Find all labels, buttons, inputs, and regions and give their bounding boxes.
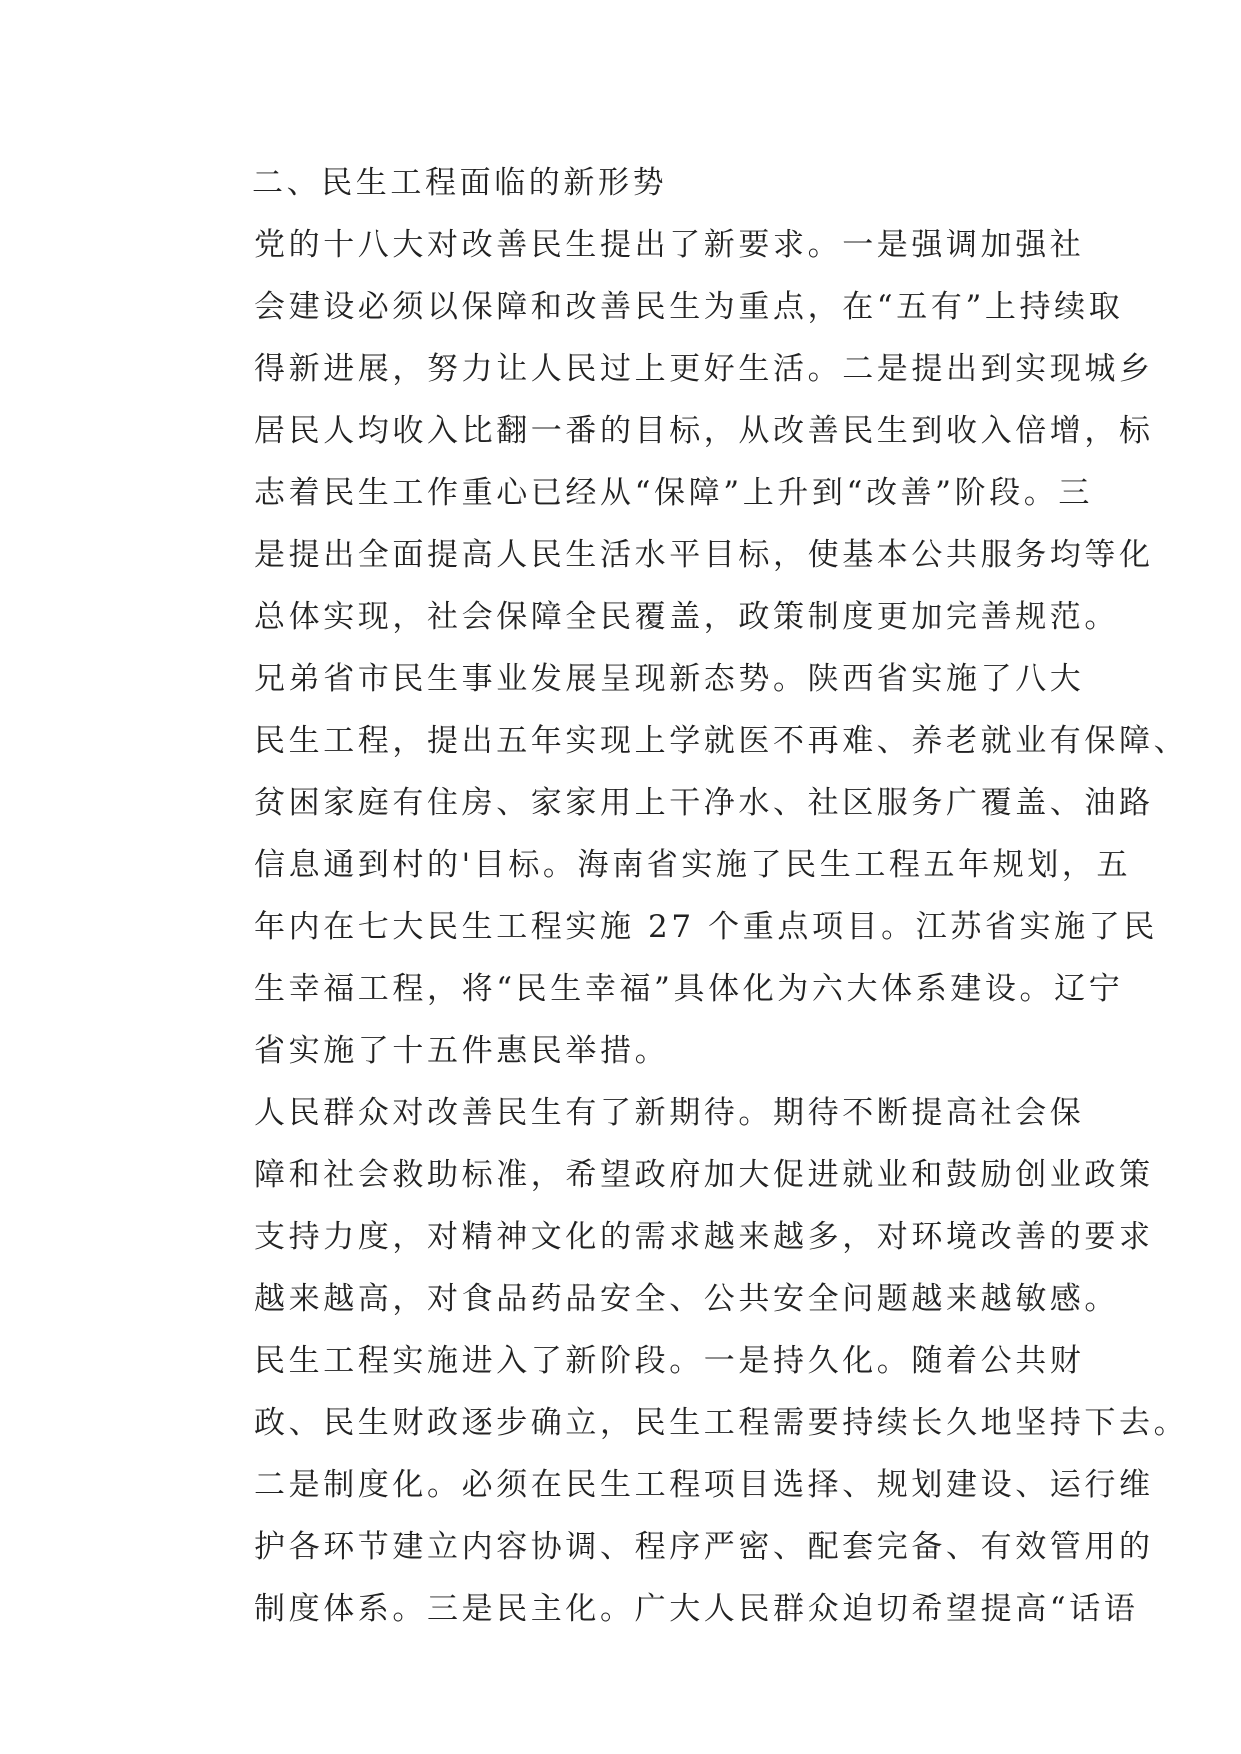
paragraph-new-expectations [190,1082,1154,1330]
paragraph-line: 居民人均收入比翻一番的目标，从改善民生到收入倍增，标 [254,413,1154,449]
paragraph-line: 得新进展，努力让人民过上更好生活。二是提出到实现城乡 [254,351,1154,387]
paragraph-new-requirements [190,214,1154,648]
paragraph-line: 护各环节建立内容协调、程序严密、配套完备、有效管用的 [254,1529,1154,1565]
paragraph-line: 兄弟省市民生事业发展呈现新态势。陕西省实施了八大 [254,661,1085,697]
paragraph-new-stage [190,1330,1189,1640]
paragraph-line: 省实施了十五件惠民举措。 [254,1033,670,1069]
paragraph-line: 二是制度化。必须在民生工程项目选择、规划建设、运行维 [254,1467,1154,1503]
paragraph-line: 制度体系。三是民主化。广大人民群众迫切希望提高“话语 [254,1591,1139,1627]
paragraph-line: 是提出全面提高人民生活水平目标，使基本公共服务均等化 [254,537,1154,573]
paragraph-line: 志着民生工作重心已经从“保障”上升到“改善”阶段。三 [254,475,1093,511]
paragraph-line: 会建设必须以保障和改善民生为重点，在“五有”上持续取 [254,289,1124,325]
paragraph-line: 政、民生财政逐步确立，民生工程需要持续长久地坚持下去。 [254,1405,1189,1441]
document-body [190,152,1189,1640]
paragraph-line: 支持力度，对精神文化的需求越来越多，对环境改善的要求 [254,1219,1154,1255]
section-heading: 二、民生工程面临的新形势 [252,165,668,201]
paragraph-line: 人民群众对改善民生有了新期待。期待不断提高社会保 [254,1095,1085,1131]
paragraph-line: 党的十八大对改善民生提出了新要求。一是强调加强社 [254,227,1085,263]
paragraph-line: 信息通到村的'目标。海南省实施了民生工程五年规划，五 [254,847,1132,883]
paragraph-line: 障和社会救助标准，希望政府加大促进就业和鼓励创业政策 [254,1157,1154,1193]
paragraph-line: 年内在七大民生工程实施 27 个重点项目。江苏省实施了民 [254,909,1158,945]
paragraph-line: 越来越高，对食品药品安全、公共安全问题越来越敏感。 [254,1281,1119,1317]
paragraph-line: 民生工程实施进入了新阶段。一是持久化。随着公共财 [254,1343,1085,1379]
paragraph-new-trends [190,648,1189,1082]
paragraph-line: 民生工程，提出五年实现上学就医不再难、养老就业有保障、 [254,723,1189,759]
paragraph-line: 贫困家庭有住房、家家用上干净水、社区服务广覆盖、油路 [254,785,1154,821]
paragraph-line: 生幸福工程，将“民生幸福”具体化为六大体系建设。辽宁 [254,971,1124,1007]
paragraph-line: 总体实现，社会保障全民覆盖，政策制度更加完善规范。 [254,599,1119,635]
